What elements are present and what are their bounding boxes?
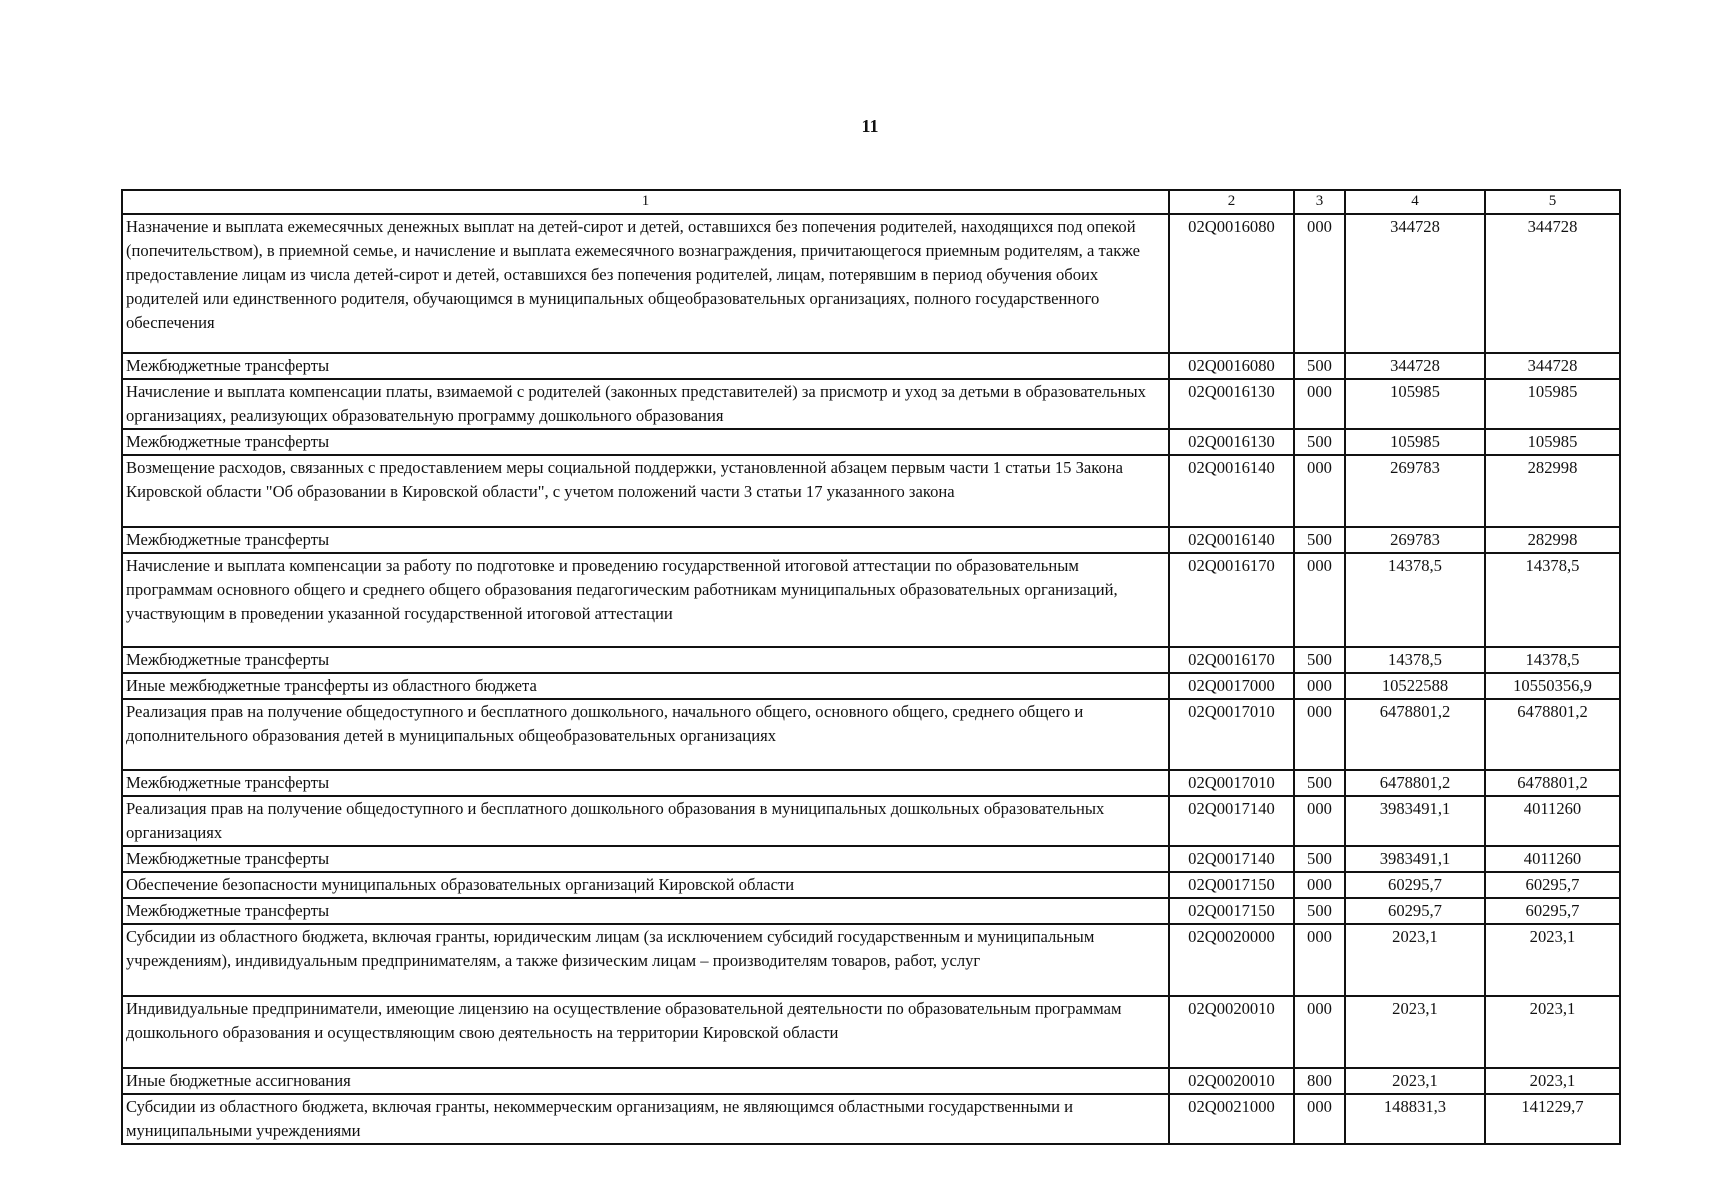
row-code: 02Q0017150 bbox=[1169, 898, 1294, 924]
row-value-5: 141229,7 bbox=[1485, 1094, 1620, 1144]
row-name: Межбюджетные трансферты bbox=[122, 647, 1169, 673]
row-name: Реализация прав на получение общедоступного и бесплатного дошкольного образования в муниципальных дошкольных образовательных организациях bbox=[122, 796, 1169, 846]
row-code: 02Q0021000 bbox=[1169, 1094, 1294, 1144]
row-value-5: 2023,1 bbox=[1485, 996, 1620, 1068]
row-name: Иные бюджетные ассигнования bbox=[122, 1068, 1169, 1094]
row-name: Субсидии из областного бюджета, включая гранты, некоммерческим организациям, не являющимся областными государственными и муниципальными учреждениями bbox=[122, 1094, 1169, 1144]
row-code: 02Q0020010 bbox=[1169, 1068, 1294, 1094]
row-value-4: 14378,5 bbox=[1345, 553, 1485, 647]
table-row bbox=[122, 429, 1620, 455]
row-expense-type: 000 bbox=[1294, 214, 1345, 353]
row-code: 02Q0016170 bbox=[1169, 647, 1294, 673]
table-row bbox=[122, 924, 1620, 996]
row-value-5: 14378,5 bbox=[1485, 647, 1620, 673]
table-row bbox=[122, 1068, 1620, 1094]
row-name: Возмещение расходов, связанных с предоставлением меры социальной поддержки, установленной абзацем первым части 1 статьи 15 Закона Кировской области "Об образовании в Кировской области", с учетом положений части 3 статьи 17 указанного закона bbox=[122, 455, 1169, 527]
row-name: Межбюджетные трансферты bbox=[122, 898, 1169, 924]
row-value-5: 4011260 bbox=[1485, 846, 1620, 872]
column-header-5: 5 bbox=[1485, 190, 1620, 214]
row-code: 02Q0017150 bbox=[1169, 872, 1294, 898]
row-value-5: 10550356,9 bbox=[1485, 673, 1620, 699]
row-value-4: 3983491,1 bbox=[1345, 796, 1485, 846]
table-row bbox=[122, 699, 1620, 770]
row-code: 02Q0017010 bbox=[1169, 699, 1294, 770]
row-name: Межбюджетные трансферты bbox=[122, 353, 1169, 379]
row-value-4: 14378,5 bbox=[1345, 647, 1485, 673]
row-expense-type: 000 bbox=[1294, 553, 1345, 647]
row-expense-type: 500 bbox=[1294, 898, 1345, 924]
table-row bbox=[122, 214, 1620, 353]
row-value-5: 105985 bbox=[1485, 379, 1620, 429]
table-row bbox=[122, 647, 1620, 673]
row-name: Назначение и выплата ежемесячных денежных выплат на детей-сирот и детей, оставшихся без попечения родителей, находящихся под опекой (попечительством), в приемной семье, и начисление и выплата ежемесячного вознаграждения, причитающегося приемным родителям, а также предоставление лицам из числа детей-сирот и детей, оставшихся без попечения родителей, лицам, потерявшим в период обучения обоих родителей или единственного родителя, обучающимся в муниципальных общеобразовательных организациях, полного государственного обеспечения bbox=[122, 214, 1169, 353]
row-value-4: 2023,1 bbox=[1345, 1068, 1485, 1094]
row-name: Межбюджетные трансферты bbox=[122, 846, 1169, 872]
column-header-1: 1 bbox=[122, 190, 1169, 214]
row-name: Межбюджетные трансферты bbox=[122, 429, 1169, 455]
row-value-5: 6478801,2 bbox=[1485, 770, 1620, 796]
row-value-5: 6478801,2 bbox=[1485, 699, 1620, 770]
row-value-4: 148831,3 bbox=[1345, 1094, 1485, 1144]
row-code: 02Q0017140 bbox=[1169, 846, 1294, 872]
table-row bbox=[122, 770, 1620, 796]
row-value-5: 60295,7 bbox=[1485, 872, 1620, 898]
row-value-4: 105985 bbox=[1345, 379, 1485, 429]
row-value-4: 269783 bbox=[1345, 455, 1485, 527]
table-row bbox=[122, 673, 1620, 699]
row-name: Индивидуальные предприниматели, имеющие лицензию на осуществление образовательной деятельности по образовательным программам дошкольного образования и осуществляющим свою деятельность на территории Кировской области bbox=[122, 996, 1169, 1068]
page-number: 11 bbox=[861, 116, 879, 136]
table-row bbox=[122, 379, 1620, 429]
row-expense-type: 500 bbox=[1294, 353, 1345, 379]
row-code: 02Q0017010 bbox=[1169, 770, 1294, 796]
row-expense-type: 000 bbox=[1294, 379, 1345, 429]
row-expense-type: 000 bbox=[1294, 699, 1345, 770]
row-name: Межбюджетные трансферты bbox=[122, 527, 1169, 553]
column-header-2: 2 bbox=[1169, 190, 1294, 214]
row-code: 02Q0016140 bbox=[1169, 527, 1294, 553]
row-value-4: 2023,1 bbox=[1345, 924, 1485, 996]
row-value-5: 282998 bbox=[1485, 527, 1620, 553]
row-expense-type: 000 bbox=[1294, 673, 1345, 699]
row-value-4: 105985 bbox=[1345, 429, 1485, 455]
row-name: Иные межбюджетные трансферты из областного бюджета bbox=[122, 673, 1169, 699]
column-header-4: 4 bbox=[1345, 190, 1485, 214]
row-value-5: 105985 bbox=[1485, 429, 1620, 455]
row-expense-type: 500 bbox=[1294, 429, 1345, 455]
row-code: 02Q0017140 bbox=[1169, 796, 1294, 846]
table-row bbox=[122, 898, 1620, 924]
row-name: Начисление и выплата компенсации за работу по подготовке и проведению государственной итоговой аттестации по образовательным программам основного общего и среднего общего образования педагогическим работникам муниципальных образовательных организаций, участвующим в проведении указанной государственной итоговой аттестации bbox=[122, 553, 1169, 647]
row-code: 02Q0016130 bbox=[1169, 429, 1294, 455]
row-value-5: 282998 bbox=[1485, 455, 1620, 527]
table-row bbox=[122, 796, 1620, 846]
row-value-4: 6478801,2 bbox=[1345, 770, 1485, 796]
table-row bbox=[122, 996, 1620, 1068]
table-row bbox=[122, 872, 1620, 898]
row-code: 02Q0016140 bbox=[1169, 455, 1294, 527]
row-expense-type: 500 bbox=[1294, 846, 1345, 872]
budget-table bbox=[121, 189, 1621, 1145]
row-code: 02Q0016170 bbox=[1169, 553, 1294, 647]
row-expense-type: 500 bbox=[1294, 770, 1345, 796]
row-code: 02Q0016080 bbox=[1169, 353, 1294, 379]
table-row bbox=[122, 527, 1620, 553]
row-value-4: 269783 bbox=[1345, 527, 1485, 553]
row-expense-type: 500 bbox=[1294, 527, 1345, 553]
row-value-4: 60295,7 bbox=[1345, 872, 1485, 898]
row-name: Межбюджетные трансферты bbox=[122, 770, 1169, 796]
row-value-5: 14378,5 bbox=[1485, 553, 1620, 647]
row-expense-type: 500 bbox=[1294, 647, 1345, 673]
row-name: Начисление и выплата компенсации платы, взимаемой с родителей (законных представителей) за присмотр и уход за детьми в образовательных организациях, реализующих образовательную программу дошкольного образования bbox=[122, 379, 1169, 429]
table-row bbox=[122, 455, 1620, 527]
table-row bbox=[122, 553, 1620, 647]
row-expense-type: 000 bbox=[1294, 872, 1345, 898]
row-value-5: 4011260 bbox=[1485, 796, 1620, 846]
row-name: Субсидии из областного бюджета, включая гранты, юридическим лицам (за исключением субсидий государственным и муниципальным учреждениям), индивидуальным предпринимателям, а также физическим лицам – производителям товаров, работ, услуг bbox=[122, 924, 1169, 996]
row-value-4: 2023,1 bbox=[1345, 996, 1485, 1068]
row-name: Реализация прав на получение общедоступного и бесплатного дошкольного, начального общего, основного общего, среднего общего и дополнительного образования детей в муниципальных общеобразовательных организациях bbox=[122, 699, 1169, 770]
row-code: 02Q0016080 bbox=[1169, 214, 1294, 353]
row-name: Обеспечение безопасности муниципальных образовательных организаций Кировской области bbox=[122, 872, 1169, 898]
row-expense-type: 000 bbox=[1294, 1094, 1345, 1144]
row-value-5: 344728 bbox=[1485, 353, 1620, 379]
row-expense-type: 000 bbox=[1294, 996, 1345, 1068]
row-code: 02Q0020000 bbox=[1169, 924, 1294, 996]
row-value-5: 2023,1 bbox=[1485, 1068, 1620, 1094]
row-expense-type: 800 bbox=[1294, 1068, 1345, 1094]
row-value-4: 344728 bbox=[1345, 353, 1485, 379]
row-expense-type: 000 bbox=[1294, 924, 1345, 996]
row-value-4: 3983491,1 bbox=[1345, 846, 1485, 872]
row-value-4: 60295,7 bbox=[1345, 898, 1485, 924]
row-expense-type: 000 bbox=[1294, 455, 1345, 527]
row-value-5: 60295,7 bbox=[1485, 898, 1620, 924]
table-row bbox=[122, 1094, 1620, 1144]
column-header-3: 3 bbox=[1294, 190, 1345, 214]
table-row bbox=[122, 353, 1620, 379]
row-value-5: 2023,1 bbox=[1485, 924, 1620, 996]
table-header-row bbox=[122, 190, 1620, 214]
row-code: 02Q0020010 bbox=[1169, 996, 1294, 1068]
row-value-4: 344728 bbox=[1345, 214, 1485, 353]
table-row bbox=[122, 846, 1620, 872]
row-expense-type: 000 bbox=[1294, 796, 1345, 846]
row-value-5: 344728 bbox=[1485, 214, 1620, 353]
row-value-4: 6478801,2 bbox=[1345, 699, 1485, 770]
row-code: 02Q0016130 bbox=[1169, 379, 1294, 429]
row-code: 02Q0017000 bbox=[1169, 673, 1294, 699]
row-value-4: 10522588 bbox=[1345, 673, 1485, 699]
